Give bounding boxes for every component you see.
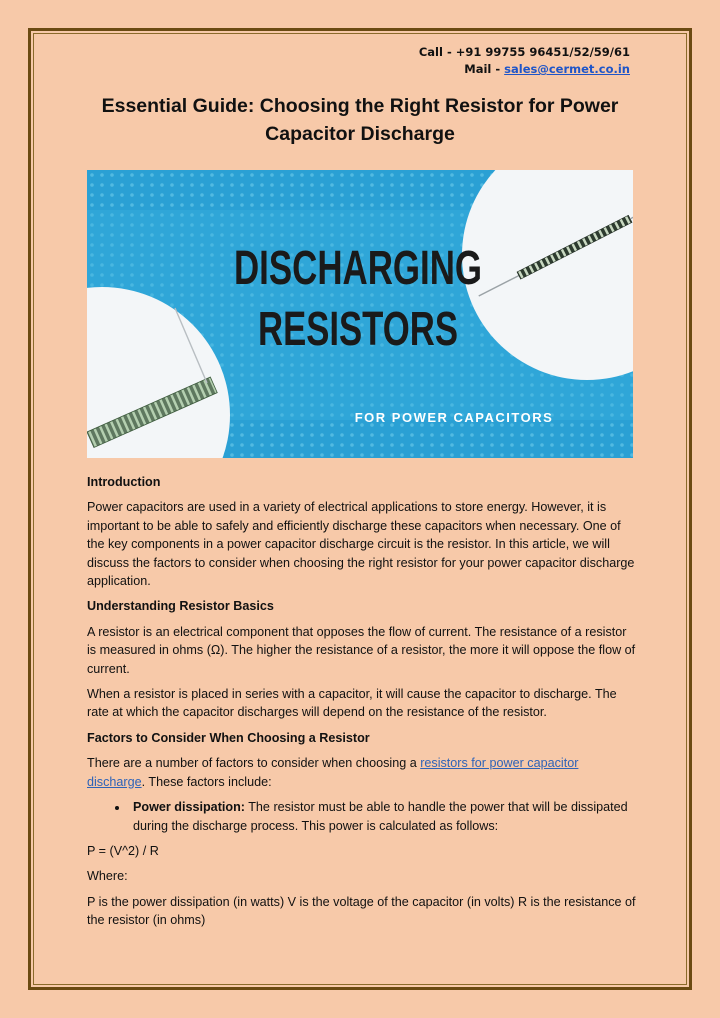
bullet-text: The resistor must be able to handle the power that will be dissipated during the discharge process. This power is calculated as follows: bbox=[133, 800, 628, 833]
factors-heading: Factors to Consider When Choosing a Resistor bbox=[87, 730, 370, 745]
mail-prefix: Mail - bbox=[464, 62, 505, 76]
hero-subtitle: FOR POWER CAPACITORS bbox=[354, 410, 554, 425]
basics-heading: Understanding Resistor Basics bbox=[87, 599, 274, 614]
intro-paragraph: Power capacitors are used in a variety of electrical applications to store energy. However, it is important to be able to safely and efficiently discharge these capacitors when necessary. One of the key components in a power capacitor discharge circuit is the resistor. In this article, we will discuss the factors to consider when choosing the right resistor for your power capacitor discharge application. bbox=[87, 500, 635, 589]
contact-block bbox=[419, 44, 630, 78]
intro-heading: Introduction bbox=[87, 475, 161, 489]
call-info: Call - +91 99755 96451/52/59/61 bbox=[418, 45, 630, 59]
factors-intro-after: . These factors include: bbox=[141, 774, 272, 789]
resistors-link[interactable]: resistors for power capacitor discharge bbox=[87, 756, 579, 789]
basics-paragraph-1: A resistor is an electrical component that opposes the flow of current. The resistance of a resistor is measured in ohms (Ω). The higher the resistance of a resistor, the more it will oppose the flow of current. bbox=[87, 624, 636, 676]
hero-image bbox=[87, 170, 633, 458]
definitions: P is the power dissipation (in watts) V is the voltage of the capacitor (in volts) R is the resistance of the resistor (in ohms) bbox=[87, 894, 636, 928]
factors-list bbox=[87, 798, 637, 835]
formula: P = (V^2) / R bbox=[87, 843, 159, 858]
hero-graphic bbox=[87, 170, 633, 458]
factors-intro bbox=[87, 754, 637, 791]
where-label: Where: bbox=[87, 869, 128, 884]
article-body bbox=[87, 473, 637, 937]
bullet-label: Power dissipation: bbox=[133, 800, 245, 815]
mail-info bbox=[419, 61, 630, 78]
email-link[interactable]: sales@cermet.co.in bbox=[504, 62, 630, 76]
page-title: Essential Guide: Choosing the Right Resistor for Power Capacitor Discharge bbox=[101, 95, 619, 145]
list-item bbox=[129, 798, 637, 835]
hero-line2: RESISTORS bbox=[258, 303, 458, 356]
basics-paragraph-2: When a resistor is placed in series with a capacitor, it will cause the capacitor to discharge. The rate at which the capacitor discharges will depend on the resistance of the resistor. bbox=[87, 687, 617, 720]
hero-line1: DISCHARGING bbox=[234, 242, 482, 295]
factors-intro-before: There are a number of factors to consider when choosing a bbox=[87, 756, 421, 771]
